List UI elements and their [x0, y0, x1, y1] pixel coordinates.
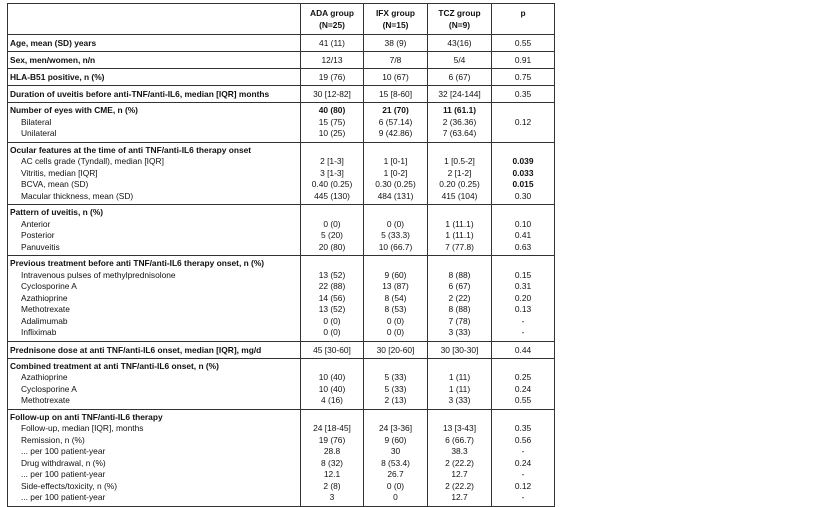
tcz-value: 12.7: [428, 469, 492, 481]
row-label: Remission, n (%): [8, 435, 301, 447]
header-label: IFX group: [375, 8, 416, 18]
ifx-value: 30: [364, 446, 428, 458]
ifx-value: 26.7: [364, 469, 428, 481]
ifx-value: 15 [8-60]: [364, 86, 428, 103]
comparison-table: [7, 3, 555, 507]
row-label: Anterior: [8, 219, 301, 231]
p-value: 0.039: [492, 156, 555, 168]
table-row: [8, 293, 555, 305]
ada-value: 10 (25): [301, 128, 364, 142]
row-label: Azathioprine: [8, 372, 301, 384]
ifx-value: 13 (87): [364, 281, 428, 293]
ifx-value: 0 (0): [364, 219, 428, 231]
row-label: ... per 100 patient-year: [8, 446, 301, 458]
ifx-value: [364, 205, 428, 219]
ada-value: 45 [30-60]: [301, 341, 364, 358]
table-row: [8, 304, 555, 316]
tcz-value: 6 (67): [428, 69, 492, 86]
table-row: [8, 409, 555, 423]
tcz-value: 1 (11.1): [428, 219, 492, 231]
row-label: Adalimumab: [8, 316, 301, 328]
ada-value: 15 (75): [301, 117, 364, 129]
ifx-value: [364, 256, 428, 270]
ada-value: 13 (52): [301, 304, 364, 316]
table-row: [8, 191, 555, 205]
table-section: [8, 358, 555, 409]
p-value: 0.55: [492, 395, 555, 409]
table-section: [8, 69, 555, 86]
tcz-value: 2 [1-2]: [428, 168, 492, 180]
p-value: [492, 256, 555, 270]
row-label: Drug withdrawal, n (%): [8, 458, 301, 470]
ada-value: 41 (11): [301, 35, 364, 52]
ada-value: 24 [18-45]: [301, 423, 364, 435]
ifx-value: [364, 409, 428, 423]
row-label: Methotrexate: [8, 395, 301, 409]
table-row: [8, 142, 555, 156]
table-section: [8, 256, 555, 342]
ifx-value: 7/8: [364, 52, 428, 69]
tcz-value: 32 [24-144]: [428, 86, 492, 103]
table-row: [8, 358, 555, 372]
ifx-value: 10 (67): [364, 69, 428, 86]
p-value: -: [492, 492, 555, 506]
p-value: 0.31: [492, 281, 555, 293]
tcz-value: 13 [3-43]: [428, 423, 492, 435]
p-value: 0.10: [492, 219, 555, 231]
header-empty-cell: [8, 4, 301, 35]
ifx-value: 8 (53.4): [364, 458, 428, 470]
ada-value: 20 (80): [301, 242, 364, 256]
ifx-value: 9 (60): [364, 435, 428, 447]
table-row: [8, 469, 555, 481]
tcz-value: 1 [0.5-2]: [428, 156, 492, 168]
ada-value: 22 (88): [301, 281, 364, 293]
header-n: (N=9): [448, 20, 471, 30]
row-label: Follow-up on anti TNF/anti-IL6 therapy: [8, 409, 301, 423]
row-label: Macular thickness, mean (SD): [8, 191, 301, 205]
row-label: Follow-up, median [IQR], months: [8, 423, 301, 435]
ada-value: 40 (80): [301, 103, 364, 117]
ifx-value: 6 (57.14): [364, 117, 428, 129]
ada-value: 2 (8): [301, 481, 364, 493]
ada-value: 19 (76): [301, 69, 364, 86]
row-label: Cyclosporine A: [8, 384, 301, 396]
tcz-value: 7 (77.8): [428, 242, 492, 256]
ada-value: [301, 142, 364, 156]
ada-value: 13 (52): [301, 270, 364, 282]
table-row: [8, 168, 555, 180]
ada-value: 5 (20): [301, 230, 364, 242]
p-value: 0.35: [492, 86, 555, 103]
p-value: -: [492, 327, 555, 341]
ada-value: 30 [12-82]: [301, 86, 364, 103]
row-label: ... per 100 patient-year: [8, 469, 301, 481]
ada-value: 0.40 (0.25): [301, 179, 364, 191]
row-label: Posterior: [8, 230, 301, 242]
table-row: [8, 230, 555, 242]
row-label: Intravenous pulses of methylprednisolone: [8, 270, 301, 282]
row-label: ... per 100 patient-year: [8, 492, 301, 506]
table-row: [8, 395, 555, 409]
ifx-value: 0 (0): [364, 481, 428, 493]
tcz-value: 8 (88): [428, 304, 492, 316]
p-value: [492, 358, 555, 372]
row-label: Ocular features at the time of anti TNF/anti-IL6 therapy onset: [8, 142, 301, 156]
ada-value: 2 [1-3]: [301, 156, 364, 168]
header-ifx: [364, 4, 428, 35]
p-value: 0.41: [492, 230, 555, 242]
table-row: [8, 128, 555, 142]
table-row: [8, 219, 555, 231]
table-row: [8, 423, 555, 435]
table-section: [8, 341, 555, 358]
ada-value: 0 (0): [301, 219, 364, 231]
ifx-value: 484 (131): [364, 191, 428, 205]
table-row: [8, 341, 555, 358]
header-label: p: [520, 8, 526, 18]
ifx-value: 8 (53): [364, 304, 428, 316]
row-label: HLA-B51 positive, n (%): [8, 69, 301, 86]
tcz-value: 5/4: [428, 52, 492, 69]
header-p: [492, 4, 555, 35]
table-row: [8, 205, 555, 219]
p-value: 0.35: [492, 423, 555, 435]
table-row: [8, 103, 555, 117]
table-section: [8, 35, 555, 52]
row-label: Duration of uveitis before anti-TNF/anti-IL6, median [IQR] months: [8, 86, 301, 103]
p-value: 0.13: [492, 304, 555, 316]
tcz-value: 30 [30-30]: [428, 341, 492, 358]
p-value: 0.63: [492, 242, 555, 256]
ifx-value: 8 (54): [364, 293, 428, 305]
table-section: [8, 86, 555, 103]
ada-value: [301, 205, 364, 219]
table-row: [8, 446, 555, 458]
tcz-value: 43(16): [428, 35, 492, 52]
row-label: BCVA, mean (SD): [8, 179, 301, 191]
ifx-value: 9 (42.86): [364, 128, 428, 142]
ada-value: 10 (40): [301, 384, 364, 396]
ada-value: 3: [301, 492, 364, 506]
tcz-value: 0.20 (0.25): [428, 179, 492, 191]
row-label: Combined treatment at anti TNF/anti-IL6 onset, n (%): [8, 358, 301, 372]
ifx-value: 2 (13): [364, 395, 428, 409]
tcz-value: 3 (33): [428, 395, 492, 409]
row-label: Bilateral: [8, 117, 301, 129]
table-row: [8, 156, 555, 168]
ada-value: 28.8: [301, 446, 364, 458]
row-label: Side-effects/toxicity, n (%): [8, 481, 301, 493]
ifx-value: 30 [20-60]: [364, 341, 428, 358]
tcz-value: 6 (67): [428, 281, 492, 293]
ifx-value: 1 [0-2]: [364, 168, 428, 180]
ifx-value: 0.30 (0.25): [364, 179, 428, 191]
ifx-value: 0 (0): [364, 316, 428, 328]
p-value: 0.12: [492, 481, 555, 493]
row-label: Vitritis, median [IQR]: [8, 168, 301, 180]
tcz-value: 2 (36.36): [428, 117, 492, 129]
ada-value: 3 [1-3]: [301, 168, 364, 180]
header-n: (N=25): [319, 20, 345, 30]
p-value: 0.55: [492, 35, 555, 52]
table-section: [8, 205, 555, 256]
ada-value: [301, 409, 364, 423]
ifx-value: 0 (0): [364, 327, 428, 341]
ifx-value: 5 (33): [364, 372, 428, 384]
ifx-value: 10 (66.7): [364, 242, 428, 256]
table-row: [8, 435, 555, 447]
tcz-value: 3 (33): [428, 327, 492, 341]
table-row: [8, 384, 555, 396]
p-value: 0.91: [492, 52, 555, 69]
tcz-value: 6 (66.7): [428, 435, 492, 447]
ifx-value: 1 [0-1]: [364, 156, 428, 168]
row-label: Unilateral: [8, 128, 301, 142]
table-row: [8, 327, 555, 341]
p-value: 0.30: [492, 191, 555, 205]
header-tcz: [428, 4, 492, 35]
table-row: [8, 256, 555, 270]
table-row: [8, 492, 555, 506]
ifx-value: 38 (9): [364, 35, 428, 52]
table-section: [8, 103, 555, 143]
ifx-value: [364, 358, 428, 372]
ifx-value: 0: [364, 492, 428, 506]
p-value: 0.033: [492, 168, 555, 180]
table-row: [8, 481, 555, 493]
p-value: [492, 128, 555, 142]
tcz-value: 1 (11): [428, 384, 492, 396]
table-section: [8, 52, 555, 69]
table-row: [8, 86, 555, 103]
ifx-value: 9 (60): [364, 270, 428, 282]
row-label: Panuveitis: [8, 242, 301, 256]
row-label: Pattern of uveitis, n (%): [8, 205, 301, 219]
table-section: [8, 409, 555, 506]
tcz-value: 1 (11.1): [428, 230, 492, 242]
ada-value: 445 (130): [301, 191, 364, 205]
table-row: [8, 270, 555, 282]
ada-value: 14 (56): [301, 293, 364, 305]
row-label: Number of eyes with CME, n (%): [8, 103, 301, 117]
table-row: [8, 316, 555, 328]
header-ada: [301, 4, 364, 35]
p-value: 0.24: [492, 458, 555, 470]
ifx-value: 21 (70): [364, 103, 428, 117]
tcz-value: [428, 409, 492, 423]
tcz-value: 8 (88): [428, 270, 492, 282]
ada-value: 12/13: [301, 52, 364, 69]
table-row: [8, 35, 555, 52]
p-value: -: [492, 469, 555, 481]
row-label: AC cells grade (Tyndall), median [IQR]: [8, 156, 301, 168]
tcz-value: [428, 142, 492, 156]
tcz-value: 415 (104): [428, 191, 492, 205]
p-value: [492, 142, 555, 156]
p-value: 0.56: [492, 435, 555, 447]
table-row: [8, 117, 555, 129]
ada-value: 8 (32): [301, 458, 364, 470]
p-value: 0.75: [492, 69, 555, 86]
ada-value: 19 (76): [301, 435, 364, 447]
tcz-value: 38.3: [428, 446, 492, 458]
p-value: 0.12: [492, 117, 555, 129]
tcz-value: 11 (61.1): [428, 103, 492, 117]
tcz-value: 2 (22.2): [428, 458, 492, 470]
tcz-value: 2 (22): [428, 293, 492, 305]
p-value: [492, 103, 555, 117]
table-row: [8, 242, 555, 256]
p-value: 0.44: [492, 341, 555, 358]
tcz-value: [428, 205, 492, 219]
ada-value: 0 (0): [301, 327, 364, 341]
header-label: ADA group: [310, 8, 354, 18]
table-row: [8, 458, 555, 470]
table-row: [8, 69, 555, 86]
table-row: [8, 179, 555, 191]
row-label: Age, mean (SD) years: [8, 35, 301, 52]
table-section: [8, 142, 555, 205]
ada-value: 12.1: [301, 469, 364, 481]
row-label: Cyclosporine A: [8, 281, 301, 293]
ada-value: 4 (16): [301, 395, 364, 409]
tcz-value: 7 (63.64): [428, 128, 492, 142]
ifx-value: 5 (33.3): [364, 230, 428, 242]
tcz-value: 2 (22.2): [428, 481, 492, 493]
table-header: [8, 4, 555, 35]
tcz-value: 12.7: [428, 492, 492, 506]
p-value: [492, 409, 555, 423]
table-row: [8, 281, 555, 293]
row-label: Methotrexate: [8, 304, 301, 316]
p-value: -: [492, 316, 555, 328]
p-value: 0.15: [492, 270, 555, 282]
row-label: Infliximab: [8, 327, 301, 341]
row-label: Sex, men/women, n/n: [8, 52, 301, 69]
ada-value: [301, 256, 364, 270]
header-label: TCZ group: [438, 8, 481, 18]
ada-value: 10 (40): [301, 372, 364, 384]
p-value: [492, 205, 555, 219]
ifx-value: 5 (33): [364, 384, 428, 396]
ifx-value: [364, 142, 428, 156]
tcz-value: [428, 358, 492, 372]
table-row: [8, 372, 555, 384]
p-value: 0.25: [492, 372, 555, 384]
row-label: Previous treatment before anti TNF/anti-IL6 therapy onset, n (%): [8, 256, 301, 270]
tcz-value: 1 (11): [428, 372, 492, 384]
p-value: 0.015: [492, 179, 555, 191]
ada-value: [301, 358, 364, 372]
tcz-value: [428, 256, 492, 270]
header-n: (N=15): [382, 20, 409, 30]
row-label: Prednisone dose at anti TNF/anti-IL6 onset, median [IQR], mg/d: [8, 341, 301, 358]
p-value: -: [492, 446, 555, 458]
table-row: [8, 52, 555, 69]
p-value: 0.20: [492, 293, 555, 305]
row-label: Azathioprine: [8, 293, 301, 305]
p-value: 0.24: [492, 384, 555, 396]
tcz-value: 7 (78): [428, 316, 492, 328]
ifx-value: 24 [3-36]: [364, 423, 428, 435]
ada-value: 0 (0): [301, 316, 364, 328]
